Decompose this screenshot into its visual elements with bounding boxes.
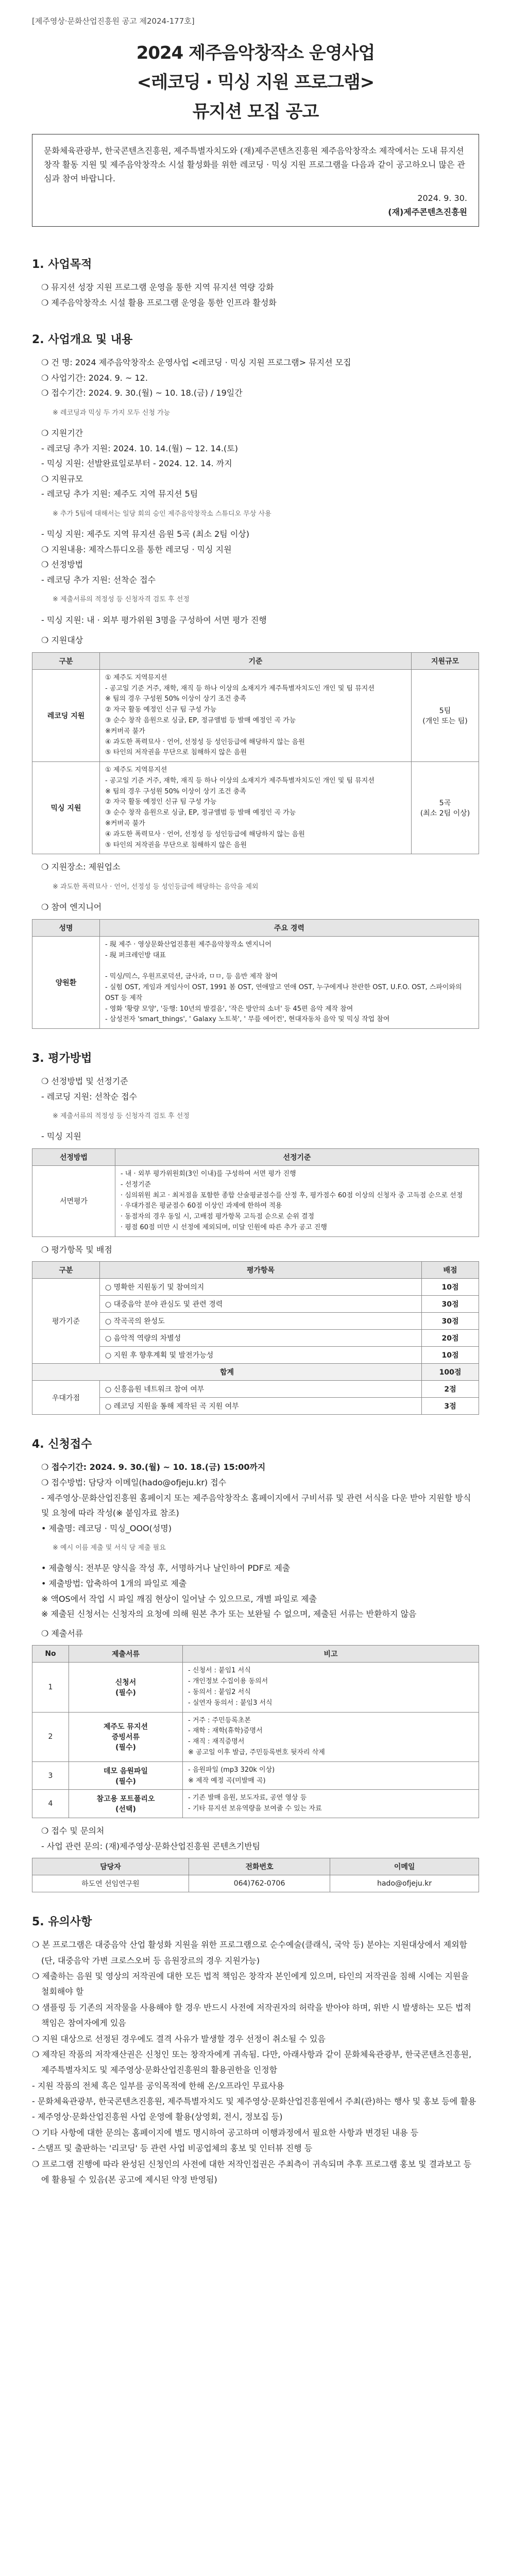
overview-line: - 레코딩 추가 지원: 제주도 지역 뮤지션 5팀 [41, 489, 198, 499]
bonus-value: 3점 [422, 1398, 479, 1415]
docs-note: - 거주 : 주민등록초본 - 재학 : 재학(휴학)증명서 - 재직 : 재직증명서 ※ 공고일 이후 발급, 주민등록번호 뒷자리 삭제 [183, 1712, 479, 1761]
docs-note: - 음원파일 (mp3 320k 이상) ※ 제작 예정 곡(미발매 곡) [183, 1761, 479, 1790]
table-row [32, 1712, 479, 1761]
overview-line: - 레코딩 추가 지원: 2024. 10. 14.(월) ~ 12. 14.(토) [41, 443, 239, 453]
score-table [32, 1261, 479, 1415]
caution-item: ❍ 프로그램 진행에 따라 완성된 신청인의 사전에 대한 저작인접권은 주최측이 귀속되며 추후 프로그램 홍보 및 결과보고 등에 활용될 수 있음(본 공고에 제시된 약정 반영됨) [32, 2159, 472, 2185]
target-header: 지원규모 [412, 652, 479, 669]
engineer-title: ❍ 참여 엔지니어 [41, 902, 102, 912]
target-title: ❍ 지원대상 [41, 635, 83, 646]
docs-name: 참고용 포트폴리오 (선택) [69, 1790, 183, 1818]
method-name: 서면평가 [32, 1166, 115, 1237]
location-line: ❍ 지원장소: 제원업소 [41, 862, 121, 872]
overview-line: ❍ 지원내용: 제작스튜디오를 통한 레코딩 · 믹싱 지원 [41, 544, 232, 554]
caution-item: - 지원 작품의 전체 혹은 일부를 공익목적에 한해 온/오프라인 무료사용 [32, 2080, 284, 2091]
contact-name: 하도연 선임연구원 [32, 1875, 189, 1892]
score-header: 평가항목 [100, 1262, 422, 1279]
score-value: 10점 [422, 1279, 479, 1296]
contact-header: 전화번호 [189, 1858, 330, 1875]
contact-sub: - 사업 관련 문의: (재)제주영상·문화산업진흥원 콘텐츠기반팀 [41, 1841, 261, 1851]
overview-line: ※ 레코딩과 믹싱 두 가지 모두 신청 가능 [53, 409, 171, 417]
score-item: ○ 명확한 지원동기 및 참여의지 [100, 1279, 422, 1296]
bonus-item: ○ 신흥음원 네트워크 참여 여부 [100, 1381, 422, 1398]
overview-line: - 믹싱 지원: 제주도 지역 뮤지션 음원 5곡 (최소 2팀 이상) [41, 529, 249, 539]
evaluation-line: - 레코딩 지원: 선착순 접수 [41, 1091, 138, 1101]
engineer-table [32, 919, 479, 1029]
contact-table [32, 1858, 479, 1892]
overview-line: ❍ 지원기간 [41, 428, 83, 438]
target-header: 구분 [32, 652, 100, 669]
score-header: 구분 [32, 1262, 100, 1279]
table-row [32, 1381, 479, 1398]
docs-header: No [32, 1646, 69, 1663]
evaluation-line: ※ 제출서류의 적정성 등 신청자격 검토 후 선정 [53, 1112, 190, 1121]
evaluation-line: - 믹싱 지원 [41, 1131, 81, 1142]
overview-line: ※ 제출서류의 적정성 등 신청자격 검토 후 선정 [53, 596, 190, 604]
caution-item: - 문화체육관광부, 한국콘텐츠진흥원, 제주특별자치도 및 제주영상·문화산업진흥원에서 주최(관)하는 행사 및 홍보 등에 활용 [32, 2096, 476, 2107]
caution-list [32, 1937, 479, 2188]
target-scale: 5곡 (최소 2팀 이상) [412, 762, 479, 854]
target-type: 믹싱 지원 [32, 762, 100, 854]
overview-lines [32, 355, 479, 628]
docs-note: - 기존 발매 음원, 보도자료, 공연 영상 등 - 기타 뮤지션 보유역량을 보여줄 수 있는 자료 [183, 1790, 479, 1818]
docs-note: - 신청서 : 붙임1 서식 - 개인정보 수집이용 동의서 - 동의서 : 붙임2 서식 - 실연자 동의서 : 붙임3 서식 [183, 1663, 479, 1712]
score-total-label: 합계 [32, 1364, 422, 1381]
caution-item: ❍ 지원 대상으로 선정된 경우에도 결격 사유가 발생할 경우 선정이 취소될 수 있음 [32, 2033, 326, 2044]
table-row [32, 1875, 479, 1892]
overview-line: ❍ 지원규모 [41, 473, 83, 484]
table-row [32, 1761, 479, 1790]
intro-org: (재)제주콘텐츠진흥원 [388, 207, 467, 217]
section-1-title: 1. 사업목적 [32, 258, 92, 271]
score-value: 10점 [422, 1347, 479, 1364]
docs-no: 1 [32, 1663, 69, 1712]
evaluation-line: ❍ 선정방법 및 선정기준 [41, 1076, 128, 1087]
score-group: 평가기준 [32, 1279, 100, 1364]
engineer-header: 성명 [32, 919, 100, 936]
method-criteria: - 내 · 외부 평가위원회(3인 이내)를 구성하여 서면 평가 진행 - 선정기준 · 심의위원 최고 · 최저점을 포함한 종합 산술평균점수를 산정 후, 평가점수 60점 이상의 신청자 중 고득점 순으로 선정 · 우대가점은 평균점수 60점 이상인 과제에 한하여 적용 · 동점자의 경우 동일 시, 고배점 평가항목 고득점 순으로 순위 결정 · 평점 60점 미만 시 선정에 제외되며, 미달 인원에 따른 추가 공고 진행 [115, 1166, 479, 1237]
docs-header: 제출서류 [69, 1646, 183, 1663]
overview-line: ❍ 선정방법 [41, 560, 83, 570]
table-row [32, 1313, 479, 1330]
score-title: ❍ 평가항목 및 배점 [41, 1244, 112, 1255]
method-header: 선정기준 [115, 1149, 479, 1166]
bonus-item: ○ 레코딩 지원을 통해 제작된 곡 지원 여부 [100, 1398, 422, 1415]
target-scale: 5팀 (개인 또는 팀) [412, 669, 479, 761]
table-row [32, 762, 479, 854]
section-5-title: 5. 유의사항 [32, 1916, 92, 1929]
caution-item: ❍ 기타 사항에 대한 문의는 홈페이지에 별도 명시하여 공고하며 이행과정에서 필요한 사항과 변경된 내용 등 [32, 2127, 419, 2138]
caution-item: ❍ 샘플링 등 기존의 저작물을 사용해야 할 경우 반드시 사전에 저작권자의 허락을 받아야 하며, 위반 시 발생하는 모든 법적 책임은 참여자에게 있음 [32, 2002, 471, 2028]
overview-line: ❍ 사업기간: 2024. 9. ~ 12. [41, 372, 148, 383]
section-2-title: 2. 사업개요 및 내용 [32, 333, 133, 347]
caution-item: - 스탬프 및 출판하는 '리코딩' 등 관련 사업 비공업체의 홍보 및 인터뷰 진행 등 [32, 2143, 313, 2154]
exclusion-note: ※ 과도한 폭력묘사 · 언어, 선정성 등 성인등급에 해당하는 음악을 제외 [53, 883, 259, 891]
table-row [32, 936, 479, 1028]
intro-box [32, 134, 479, 227]
target-criteria: ① 제주도 지역뮤지션 - 공고일 기준 거주, 재학, 재직 등 하나 이상의 소재지가 제주특별자치도인 개인 및 팀 뮤지션 ※ 팀의 경우 구성원 50% 이상이 상기 조건 충족 ② 자국 활동 예정인 신규 팀 구성 가능 ③ 순수 창작 음원으로 싱글, EP, 정규앨범 등 발매 예정인 곡 가능 ※커버곡 불가 ④ 과도한 폭력묘사 · 언어, 선정성 등 성인등급에 해당하지 않는 음원 ⑤ 타인의 저작권을 무단으로 침해하지 않은 음원 [100, 762, 412, 854]
overview-line: ❍ 건 명: 2024 제주음악창작소 운영사업 <레코딩 · 믹싱 지원 프로그램> 뮤지션 모집 [41, 358, 351, 368]
title-line-3: 뮤지션 모집 공고 [192, 101, 319, 122]
title-line-2: <레코딩 · 믹싱 지원 프로그램> [137, 72, 374, 93]
application-line: ※ 예시 이름 제출 및 서식 당 제출 필요 [53, 1544, 166, 1552]
target-criteria: ① 제주도 지역뮤지션 - 공고일 기준 거주, 재학, 재직 등 하나 이상의 소재지가 제주특별자치도인 개인 및 팀 뮤지션 ※ 팀의 경우 구성원 50% 이상이 상기 조건 충족 ② 자국 활동 예정인 신규 팀 구성 가능 ③ 순수 창작 음원으로 싱글, EP, 정규앨범 등 발매 예정인 곡 가능 ※커버곡 불가 ④ 과도한 폭력묘사 · 언어, 선정성 등 성인등급에 해당하지 않는 음원 ⑤ 타인의 저작권을 무단으로 침해하지 않은 음원 [100, 669, 412, 761]
target-table [32, 652, 479, 855]
docs-title: ❍ 제출서류 [41, 1628, 83, 1638]
table-row [32, 1663, 479, 1712]
docs-name: 신청서 (필수) [69, 1663, 183, 1712]
table-row [32, 1790, 479, 1818]
application-line: ❍ 접수방법: 담당자 이메일(hado@ofjeju.kr) 접수 [41, 1477, 227, 1487]
application-lines [32, 1460, 479, 1621]
section-4-title: 4. 신청접수 [32, 1438, 92, 1451]
table-row [32, 1330, 479, 1347]
contact-title: ❍ 접수 및 문의처 [41, 1825, 105, 1836]
contact-phone: 064)762-0706 [189, 1875, 330, 1892]
intro-date: 2024. 9. 30. [417, 193, 467, 203]
application-line: • 제출형식: 전부문 양식을 작성 후, 서명하거나 날인하여 PDF로 제출 [41, 1563, 291, 1573]
target-type: 레코딩 지원 [32, 669, 100, 761]
contact-header: 담당자 [32, 1858, 189, 1875]
table-row [32, 1347, 479, 1364]
table-row [32, 1279, 479, 1296]
method-table [32, 1148, 479, 1237]
score-value: 20점 [422, 1330, 479, 1347]
engineer-name: 양원환 [32, 936, 100, 1028]
caution-item: - 제주영상·문화산업진흥원 사업 운영에 활용(상영회, 전시, 정보집 등) [32, 2112, 283, 2122]
docs-no: 3 [32, 1761, 69, 1790]
application-line: ※ 액OS에서 작업 시 파일 깨짐 현상이 일어날 수 있으므로, 개별 파일로 제출 [41, 1594, 317, 1604]
title-block [32, 39, 479, 123]
docs-no: 2 [32, 1712, 69, 1761]
docs-header: 비고 [183, 1646, 479, 1663]
table-row [32, 1364, 479, 1381]
title-line-1: 2024 제주음악창작소 운영사업 [136, 43, 375, 63]
purpose-item: ❍ 뮤지션 성장 지원 프로그램 운영을 통한 지역 뮤지션 역량 강화 [41, 282, 274, 292]
notice-number: [제주영상·문화산업진흥원 공고 제2024-177호] [32, 16, 195, 26]
overview-line: - 레코딩 추가 지원: 선착순 접수 [41, 574, 156, 585]
score-item: ○ 지원 후 향후계획 및 발전가능성 [100, 1347, 422, 1364]
application-line: • 제출명: 레코딩 · 믹싱_OOO(성명) [41, 1523, 172, 1533]
application-line: - 제주영상·문화산업진흥원 홈페이지 또는 제주음악창작소 홈페이지에서 구비서류 및 관련 서식을 다운 받아 지원할 방식 및 요청에 따라 작성(※ 붙임자료 참조) [41, 1493, 471, 1518]
score-value: 30점 [422, 1313, 479, 1330]
score-header: 배점 [422, 1262, 479, 1279]
engineer-career: - 現 제주 · 영상문화산업진흥원 제주음악창작소 엔지니어 - 現 퍼크레인방 대표 - 믹싱/믹스, 우원프로덕션, 금사과, ㅁㅁ, 등 음반 제작 참여 - 실험 OST, 게임과 게임사이 OST, 1991 봄 OST, 연애말고 연애 OST, 누구에게나 찬란한 OST, U.F.O. OST, 스파이와의 OST 등 제작 - 영화 '황량 모양', '등행: 10년의 발걸음', '작은 방안의 소녀' 등 45편 음악 제작 참여 - 삼성전자 'smart_things', ' Galaxy 노트북', ' 무릎 에어컨', 현대자동차 음악 및 믹싱 작업 참여 [100, 936, 479, 1028]
docs-table [32, 1645, 479, 1818]
score-value: 30점 [422, 1296, 479, 1313]
table-row [32, 1166, 479, 1237]
section-3-title: 3. 평가방법 [32, 1052, 92, 1065]
bonus-value: 2점 [422, 1381, 479, 1398]
caution-item: ❍ 제출하는 음원 및 영상의 저작권에 대한 모든 법적 책임은 창작자 본인에게 있으며, 타인의 저작권을 침해 시에는 지원을 철회해야 할 [32, 1971, 469, 1997]
table-row [32, 669, 479, 761]
bonus-group: 우대가점 [32, 1381, 100, 1415]
docs-name: 데모 음원파일 (필수) [69, 1761, 183, 1790]
score-item: ○ 대중음악 분야 관심도 및 관련 경력 [100, 1296, 422, 1313]
caution-item: ❍ 제작된 작품의 저작재산권은 신청인 또는 창작자에게 귀속됨. 다만, 아래사항과 같이 문화체육관광부, 한국콘텐츠진흥원, 제주특별자치도 및 제주영상·문화산업진흥원의 활용권한을 인정함 [32, 2049, 472, 2075]
table-row [32, 1296, 479, 1313]
table-row [32, 1398, 479, 1415]
purpose-item: ❍ 제주음악창작소 시설 활용 프로그램 운영을 통한 인프라 활성화 [41, 297, 277, 308]
target-header: 기준 [100, 652, 412, 669]
overview-line: ❍ 접수기간: 2024. 9. 30.(월) ~ 10. 18.(금) / 19일간 [41, 388, 243, 398]
docs-name: 제주도 뮤지션 증빙서류 (필수) [69, 1712, 183, 1761]
application-line: • 제출방법: 압축하여 1개의 파일로 제출 [41, 1579, 187, 1589]
application-line: ❍ 접수기간: 2024. 9. 30.(월) ~ 10. 18.(금) 15:00까지 [41, 1462, 266, 1472]
score-total-value: 100점 [422, 1364, 479, 1381]
overview-line: - 믹싱 지원: 선발완료일로부터 - 2024. 12. 14. 까지 [41, 459, 232, 469]
docs-no: 4 [32, 1790, 69, 1818]
evaluation-lines [32, 1074, 479, 1144]
contact-email[interactable]: hado@ofjeju.kr [330, 1875, 479, 1892]
overview-line: - 믹싱 지원: 내 · 외부 평가위원 3명을 구성하여 서면 평가 진행 [41, 615, 267, 625]
intro-text: 문화체육관광부, 한국콘텐츠진흥원, 제주특별자치도와 (재)제주콘텐츠진흥원 제주음악창작소 제작에서는 도내 뮤지션 창작 활동 지원 및 제주음악창작소 시설 활성화를 위한 레코딩 · 믹싱 지원 프로그램을 다음과 같이 공고하오니 많은 관심과 참여 바랍니다. [44, 146, 465, 184]
contact-header: 이메일 [330, 1858, 479, 1875]
caution-item: ❍ 본 프로그램은 대중음악 산업 활성화 지원을 위한 프로그램으로 순수예술(클래식, 국악 등) 분야는 지원대상에서 제외함(단, 대중음악 가변 크로스오버 등 음원장르의 경우 지원가능) [32, 1940, 468, 1965]
method-header: 선정방법 [32, 1149, 115, 1166]
score-item: ○ 음악적 역량의 차별성 [100, 1330, 422, 1347]
engineer-header: 주요 경력 [100, 919, 479, 936]
score-item: ○ 작곡곡의 완성도 [100, 1313, 422, 1330]
overview-line: ※ 추가 5팀에 대해서는 일당 회의 승인 제주음악창작소 스튜디오 무상 사용 [53, 510, 271, 518]
application-line: ※ 제출된 신청서는 신청자의 요청에 의해 원본 추가 또는 보완될 수 없으며, 제출된 서류는 반환하지 않음 [41, 1609, 417, 1619]
